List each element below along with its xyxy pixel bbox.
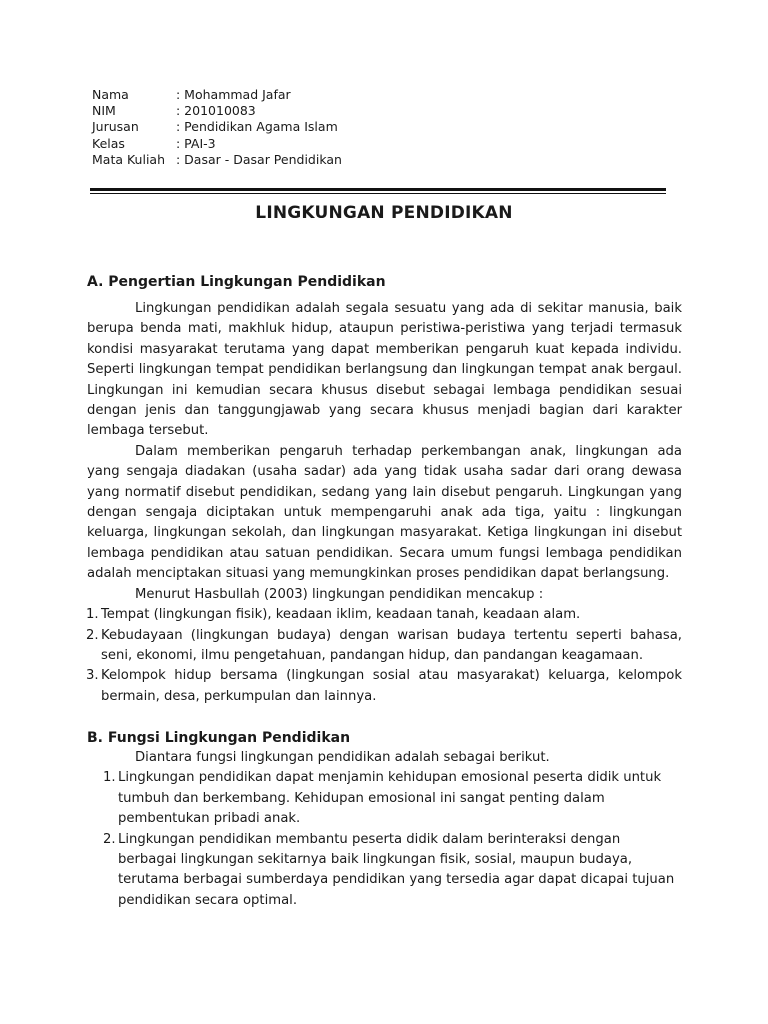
info-value: : Pendidikan Agama Islam (176, 119, 338, 135)
paragraph: Lingkungan pendidikan adalah segala sesuatu yang ada di sekitar manusia, baik berupa benda mati, makhluk hidup, ataupun peristiwa-peristiwa yang terjadi termasuk kondisi masyarakat terutama yang dapat memberikan pengaruh kuat kepada individu. Seperti lingkungan tempat pendidikan berlangsung dan lingkungan tempat anak bergaul. Lingkungan ini kemudian secara khusus disebut sebagai lembaga pendidikan sesuai dengan jenis dan tanggungjawab yang secara khusus menjadi bagian dari karakter lembaga tersebut. (87, 301, 682, 439)
info-value: : 201010083 (176, 103, 256, 119)
list-item (87, 666, 682, 707)
section-b-heading: B. Fungsi Lingkungan Pendidikan (87, 730, 351, 746)
info-value: : Dasar - Dasar Pendidikan (176, 151, 342, 167)
info-label: Kelas (92, 135, 125, 151)
info-value: : PAI-3 (176, 135, 216, 151)
list-item (87, 830, 682, 912)
info-label: Mata Kuliah (92, 151, 166, 167)
paragraph: Menurut Hasbullah (2003) lingkungan pendidikan mencakup : (135, 586, 544, 602)
section-a-body (87, 299, 682, 707)
paragraph: Dalam memberikan pengaruh terhadap perkembangan anak, lingkungan ada yang sengaja diadakan (usaha sadar) ada yang tidak usaha sadar dari orang dewasa yang normatif disebut pendidikan, sedang yang lain disebut pengaruh. Lingkungan yang dengan sengaja diciptakan untuk mempengaruhi anak ada tiga, yaitu : lingkungan keluarga, lingkungan sekolah, dan lingkungan masyarakat. Ketiga lingkungan ini disebut lembaga pendidikan atau satuan pendidikan. Secara umum fungsi lembaga pendidikan adalah menciptakan situasi yang memungkinkan proses pendidikan dapat berlangsung. (87, 443, 682, 582)
section-a-heading: A. Pengertian Lingkungan Pendidikan (87, 274, 386, 290)
list-text: Lingkungan pendidikan dapat menjamin kehidupan emosional peserta didik untuk tumbuh dan berkembang. Kehidupan emosional ini sangat penting dalam pembentukan pribadi anak. (118, 770, 662, 827)
info-row-nama (92, 87, 342, 103)
info-row-nim (92, 103, 342, 119)
document-title: LINGKUNGAN PENDIDIKAN (255, 203, 513, 223)
info-row-jurusan (92, 119, 342, 135)
list-text: Lingkungan pendidikan membantu peserta didik dalam berinteraksi dengan berbagai lingkungan sekitarnya baik lingkungan fisik, sosial, maupun budaya, terutama berbagai sumberdaya pendidikan yang tersedia agar dapat dicapai tujuan pendidikan secara optimal. (118, 831, 675, 908)
list-text: Tempat (lingkungan fisik), keadaan iklim, keadaan tanah, keadaan alam. (101, 607, 581, 623)
info-label: Nama (92, 87, 129, 102)
info-label: Jurusan (92, 119, 139, 135)
list-item (87, 605, 682, 625)
info-value: : Mohammad Jafar (176, 87, 291, 102)
list-number: 3. (86, 668, 99, 684)
list-number: 1. (86, 607, 99, 623)
list-number: 2. (103, 831, 116, 847)
section-b-list (87, 768, 682, 911)
list-number: 1. (103, 770, 116, 786)
student-info (92, 87, 342, 168)
header-divider-thick (90, 188, 666, 191)
list-number: 2. (86, 627, 99, 643)
section-b-body (87, 748, 682, 911)
list-text: Kebudayaan (lingkungan budaya) dengan warisan budaya tertentu seperti bahasa, seni, ekonomi, ilmu pengetahuan, pandangan hidup, dan pandangan keagamaan. (101, 627, 682, 663)
list-item (87, 768, 682, 829)
list-item (87, 626, 682, 667)
section-a-list (87, 605, 682, 707)
info-row-mata-kuliah (92, 152, 342, 168)
section-b-intro: Diantara fungsi lingkungan pendidikan adalah sebagai berikut. (135, 750, 550, 765)
info-label: NIM (92, 103, 116, 119)
header-divider-thin (90, 193, 666, 194)
info-row-kelas (92, 136, 342, 152)
list-text: Kelompok hidup bersama (lingkungan sosial atau masyarakat) keluarga, kelompok bermain, desa, perkumpulan dan lainnya. (101, 668, 682, 704)
